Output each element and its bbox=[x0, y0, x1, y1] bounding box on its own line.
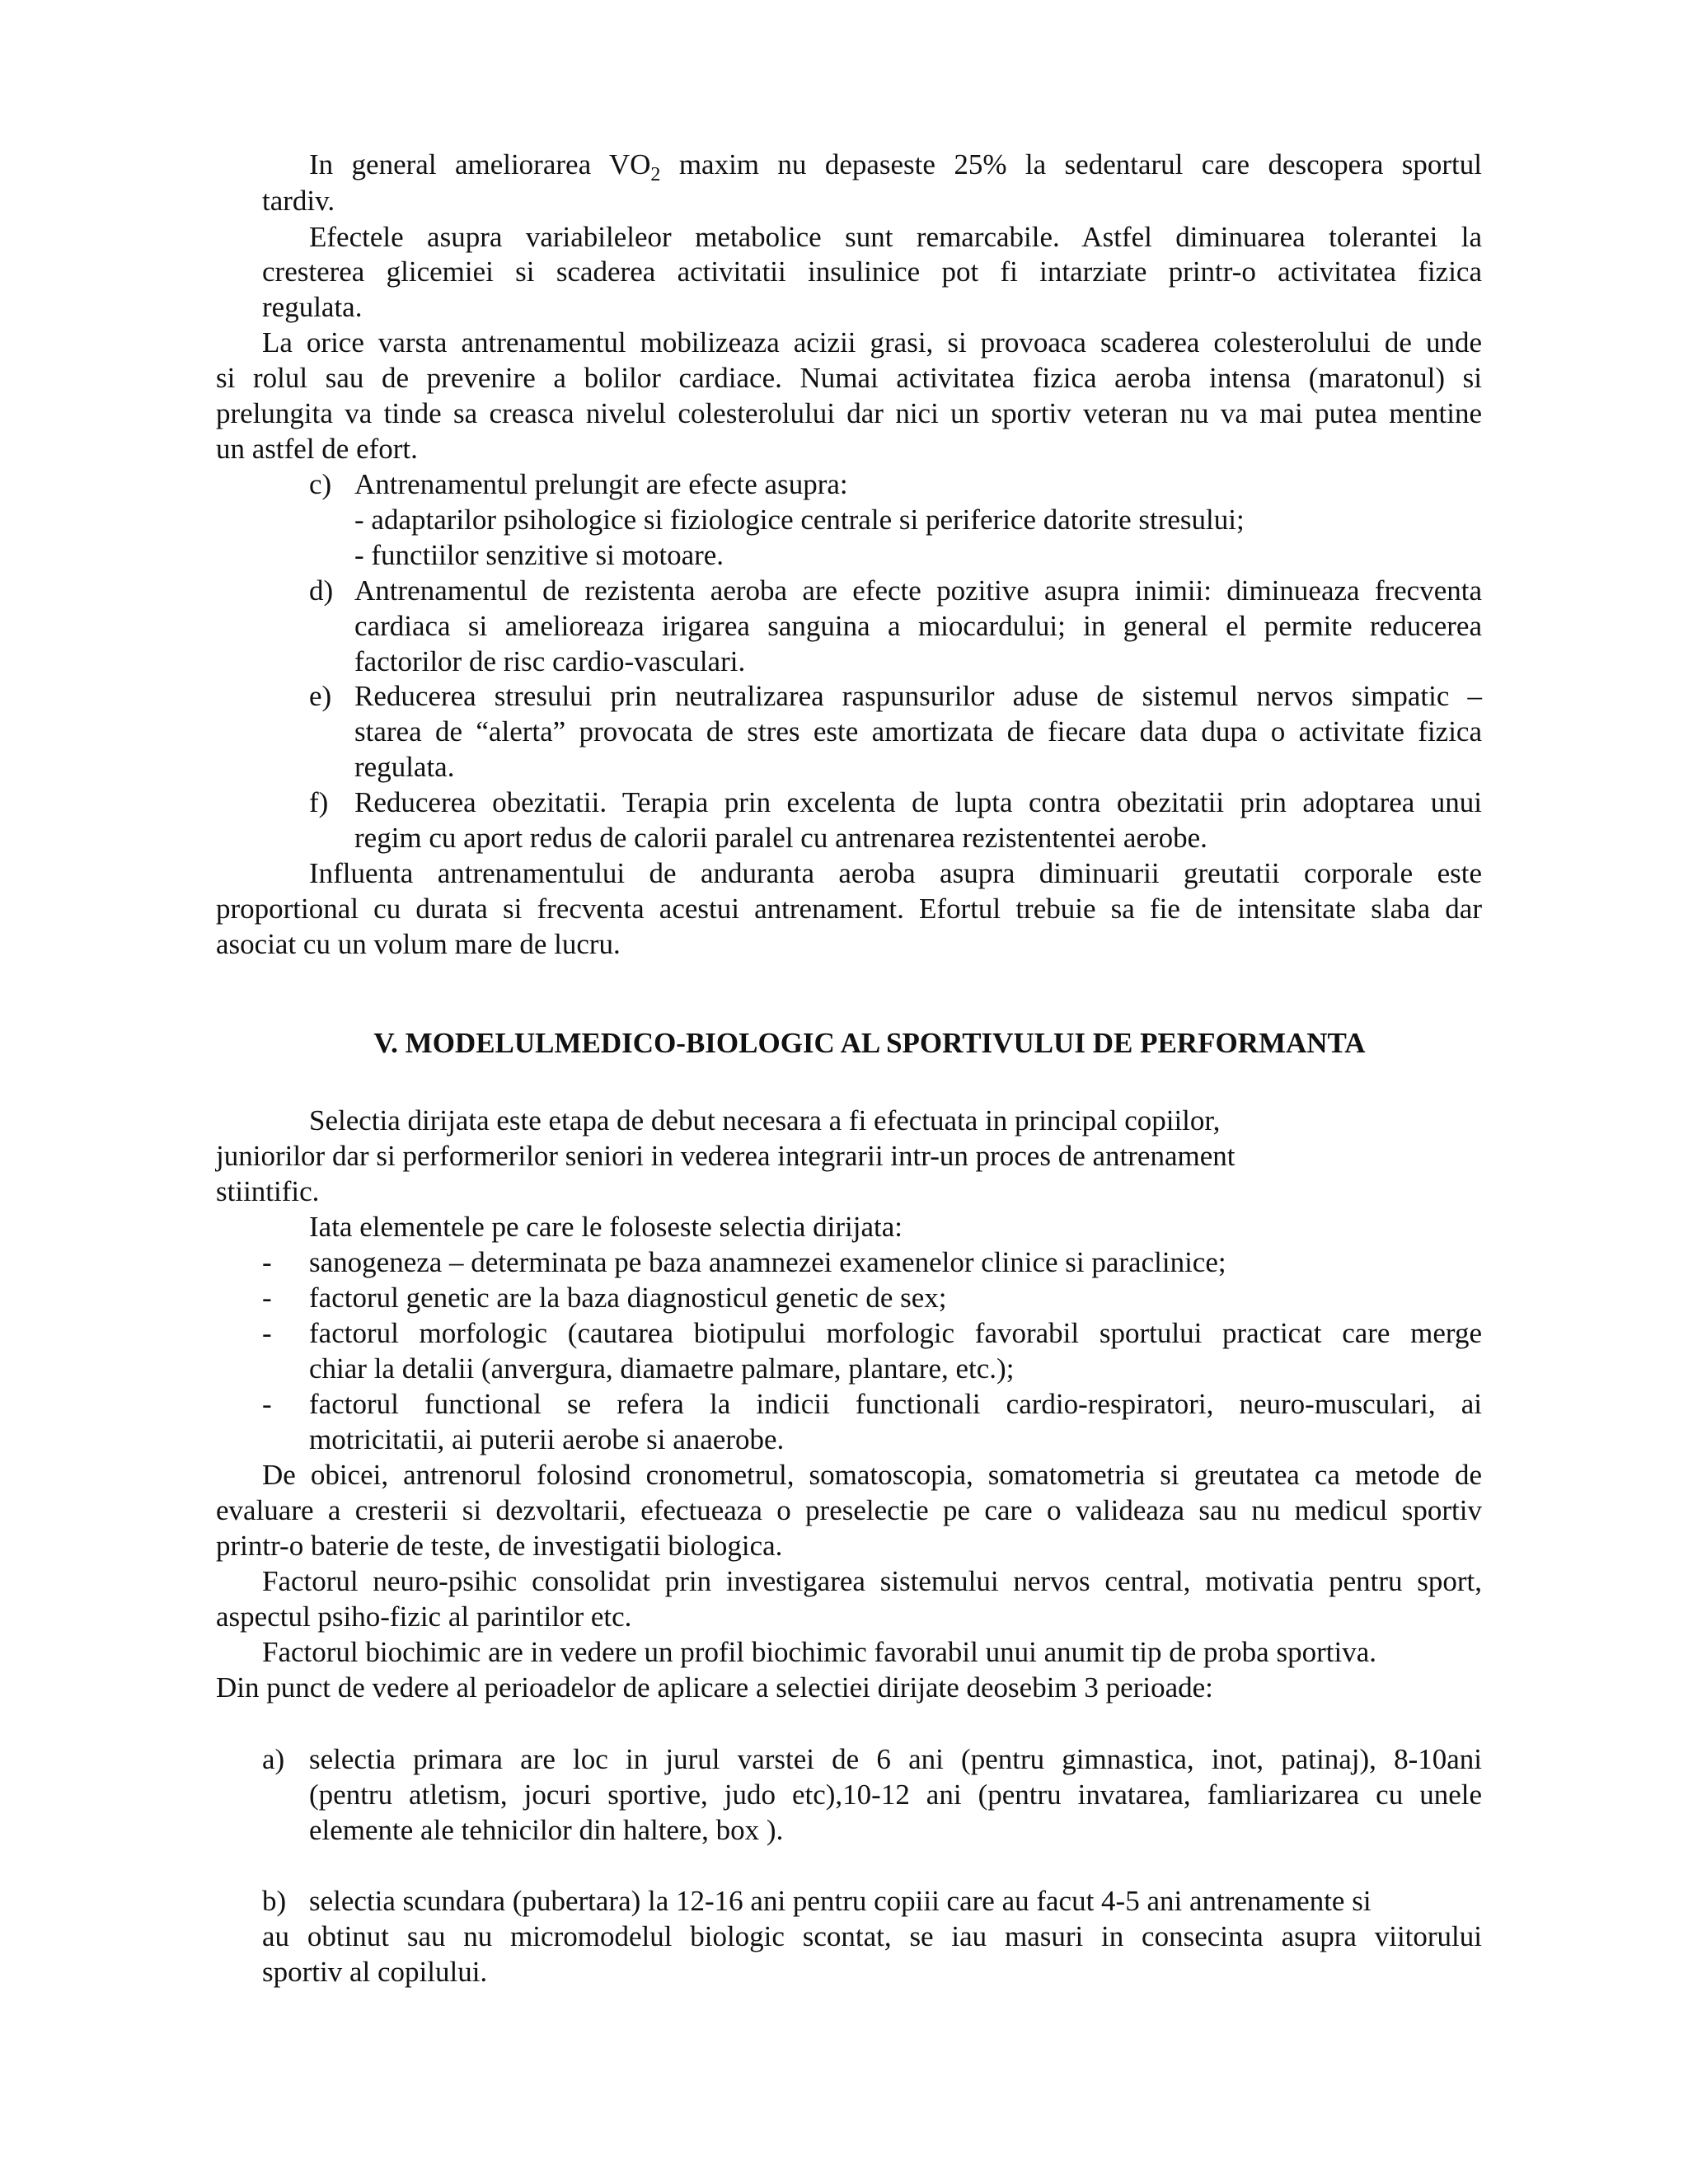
list-item-line: motricitatii, ai puterii aerobe si anaerobe. bbox=[309, 1423, 785, 1455]
paragraph-line: De obicei, antrenorul folosind cronometrul, somatoscopia, somatometria si greutatea ca metode de bbox=[262, 1459, 1482, 1491]
list-item-line: selectia scundara (pubertara) la 12-16 ani pentru copiii care au facut 4-5 ani antrenamente si bbox=[309, 1885, 1372, 1917]
list-marker: f) bbox=[309, 786, 329, 818]
list-item-line: factorilor de risc cardio-vasculari. bbox=[354, 645, 746, 677]
text-span: maxim nu depaseste 25% la sedentarul care descopera sportul bbox=[660, 148, 1482, 180]
paragraph-line: asociat cu un volum mare de lucru. bbox=[216, 928, 621, 960]
list-item-line: au obtinut sau nu micromodelul biologic scontat, se iau masuri in consecinta asupra viitorului bbox=[262, 1920, 1482, 1952]
paragraph-line bbox=[309, 147, 1482, 183]
list-item-line: chiar la detalii (anvergura, diamaetre palmare, plantare, etc.); bbox=[309, 1352, 1015, 1385]
list-item-line: regulata. bbox=[354, 751, 455, 783]
list-item-line: Antrenamentul prelungit are efecte asupra: bbox=[354, 468, 848, 500]
list-item-line: Antrenamentul de rezistenta aeroba are efecte pozitive asupra inimii: diminueaza frecventa bbox=[354, 574, 1482, 607]
list-dash: - bbox=[262, 1317, 272, 1349]
list-item-line: selectia primara are loc in jurul varstei de 6 ani (pentru gimnastica, inot, patinaj), 8-10ani bbox=[309, 1743, 1482, 1775]
list-item-line: sportiv al copilului. bbox=[262, 1956, 488, 1988]
list-item-line: sanogeneza – determinata pe baza anamnezei examenelor clinice si paraclinice; bbox=[309, 1246, 1226, 1278]
paragraph-line: La orice varsta antrenamentul mobilizeaza acizii grasi, si provoaca scaderea colesterolului de unde bbox=[262, 326, 1482, 359]
list-item-line: cardiaca si amelioreaza irigarea sanguina a miocardului; in general el permite reducerea bbox=[354, 610, 1482, 642]
list-marker: c) bbox=[309, 468, 332, 500]
paragraph-line: un astfel de efort. bbox=[216, 433, 418, 465]
paragraph-line: aspectul psiho-fizic al parintilor etc. bbox=[216, 1601, 632, 1633]
paragraph-line: printr-o baterie de teste, de investigatii biologica. bbox=[216, 1530, 783, 1562]
list-item-line: - adaptarilor psihologice si fiziologice centrale si periferice datorite stresului; bbox=[354, 504, 1245, 536]
list-item-line: elemente ale tehnicilor din haltere, box ). bbox=[309, 1814, 784, 1846]
paragraph-line: juniorilor dar si performerilor seniori in vederea integrarii intr-un proces de antrenament bbox=[216, 1140, 1236, 1172]
list-item-line: regim cu aport redus de calorii paralel cu antrenarea rezistententei aerobe. bbox=[354, 822, 1207, 854]
paragraph-line: si rolul sau de prevenire a bolilor cardiace. Numai activitatea fizica aeroba intensa (maratonul) si bbox=[216, 362, 1482, 394]
list-dash: - bbox=[262, 1246, 272, 1278]
list-dash: - bbox=[262, 1282, 272, 1314]
paragraph-line: Selectia dirijata este etapa de debut necesara a fi efectuata in principal copiilor, bbox=[309, 1104, 1221, 1137]
text-span: In general ameliorarea VO bbox=[309, 148, 651, 180]
list-item-line: Reducerea obezitatii. Terapia prin excelenta de lupta contra obezitatii prin adoptarea unui bbox=[354, 786, 1482, 818]
paragraph-line: Efectele asupra variabileleor metabolice sunt remarcabile. Astfel diminuarea tolerantei la bbox=[309, 221, 1482, 253]
paragraph-line: tardiv. bbox=[262, 185, 335, 217]
list-item-line: - functiilor senzitive si motoare. bbox=[354, 539, 724, 571]
paragraph-line: prelungita va tinde sa creasca nivelul colesterolului dar nici un sportiv veteran nu va mai putea mentine bbox=[216, 397, 1482, 429]
section-heading: V. MODELULMEDICO-BIOLOGIC AL SPORTIVULUI DE PERFORMANTA bbox=[373, 1027, 1366, 1059]
paragraph-line: Factorul neuro-psihic consolidat prin investigarea sistemului nervos central, motivatia pentru sport, bbox=[262, 1565, 1482, 1597]
paragraph-line: Din punct de vedere al perioadelor de aplicare a selectiei dirijate deosebim 3 perioade: bbox=[216, 1671, 1213, 1704]
paragraph-line: cresterea glicemiei si scaderea activitatii insulinice pot fi intarziate printr-o activitatea fizica bbox=[262, 255, 1482, 288]
paragraph-line: regulata. bbox=[262, 291, 363, 323]
list-marker: b) bbox=[262, 1885, 287, 1917]
list-marker: e) bbox=[309, 680, 332, 712]
list-item-line: factorul genetic are la baza diagnosticul genetic de sex; bbox=[309, 1282, 947, 1314]
list-marker: d) bbox=[309, 574, 334, 607]
paragraph-line: proportional cu durata si frecventa acestui antrenament. Efortul trebuie sa fie de intensitate slaba dar bbox=[216, 893, 1482, 925]
paragraph-line: Iata elementele pe care le foloseste selectia dirijata: bbox=[309, 1211, 903, 1243]
list-item-line: (pentru atletism, jocuri sportive, judo etc),10-12 ani (pentru invatarea, famliarizarea cu unele bbox=[309, 1779, 1482, 1811]
paragraph-line: Factorul biochimic are in vedere un profil biochimic favorabil unui anumit tip de proba sportiva. bbox=[262, 1636, 1376, 1668]
paragraph-line: stiintific. bbox=[216, 1175, 320, 1207]
list-item-line: Reducerea stresului prin neutralizarea raspunsurilor aduse de sistemul nervos simpatic – bbox=[354, 680, 1482, 712]
subscript: 2 bbox=[650, 164, 661, 185]
paragraph-line: evaluare a cresterii si dezvoltarii, efectueaza o preselectie pe care o valideaza sau nu medicul sportiv bbox=[216, 1494, 1482, 1526]
list-dash: - bbox=[262, 1388, 272, 1420]
list-item-line: starea de “alerta” provocata de stres este amortizata de fiecare data dupa o activitate fizica bbox=[354, 715, 1482, 748]
list-item-line: factorul morfologic (cautarea biotipului morfologic favorabil sportului practicat care merge bbox=[309, 1317, 1482, 1349]
list-item-line: factorul functional se refera la indicii functionali cardio-respiratori, neuro-musculari, ai bbox=[309, 1388, 1482, 1420]
paragraph-line: Influenta antrenamentului de anduranta aeroba asupra diminuarii greutatii corporale este bbox=[309, 857, 1482, 889]
list-marker: a) bbox=[262, 1743, 285, 1775]
